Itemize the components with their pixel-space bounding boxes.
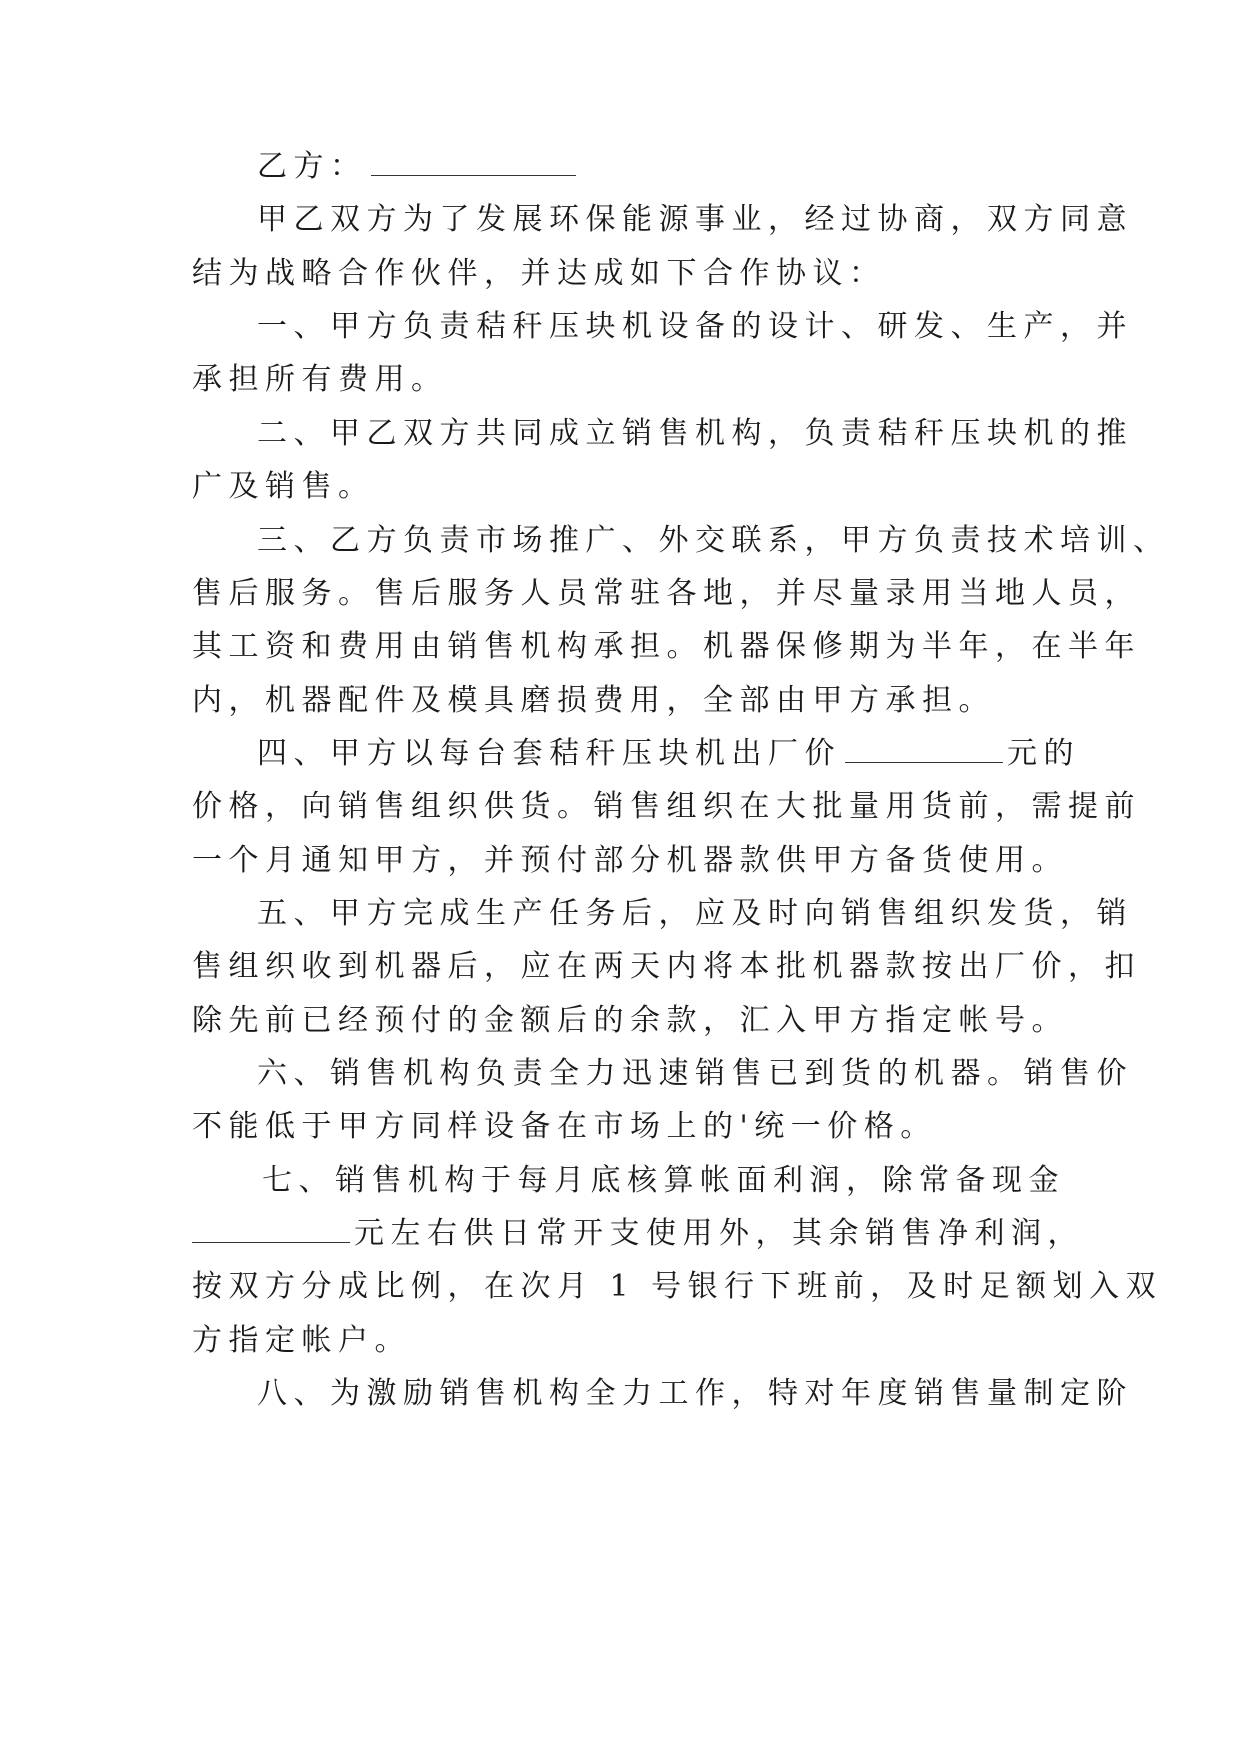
clause-4-line: 价格，向销售组织供货。销售组织在大批量用货前，需提前 [192, 789, 1141, 824]
reserve-cash-blank [192, 1214, 350, 1243]
clause-4-text-b: 元的 [1007, 736, 1080, 771]
clause-2-line: 二、甲乙双方共同成立销售机构，负责秸秆压块机的推 [257, 416, 1133, 451]
clause-3-line: 三、乙方负责市场推广、外交联系，甲方负责技术培训、 [257, 523, 1170, 558]
clause-8-line: 八、为激励销售机构全力工作，特对年度销售量制定阶 [257, 1376, 1133, 1411]
clause-5-line: 售组织收到机器后，应在两天内将本批机器款按出厂价，扣 [192, 949, 1141, 984]
paragraph-line: 结为战略合作伙伴，并达成如下合作协议： [192, 256, 886, 291]
party-b-line [257, 147, 1072, 187]
clause-4-text-a: 四、甲方以每台套秸秆压块机出厂价 [257, 736, 841, 771]
clause-1-line: 一、甲方负责秸秆压块机设备的设计、研发、生产，并 [257, 309, 1133, 344]
party-b-label: 乙方： [257, 149, 367, 184]
clause-7-text: 元左右供日常开支使用外，其余销售净利润， [354, 1216, 1084, 1251]
clause-4-line [257, 734, 1080, 774]
clause-6-line: 不能低于甲方同样设备在市场上的'统一价格。 [192, 1109, 937, 1144]
clause-1-line: 承担所有费用。 [192, 362, 448, 397]
clause-7-line: 方指定帐户。 [192, 1323, 411, 1358]
party-b-blank [371, 147, 576, 176]
clause-5-line: 五、甲方完成生产任务后，应及时向销售组织发货，销 [257, 896, 1133, 931]
clause-2-line: 广及销售。 [192, 469, 375, 504]
clause-7-line [192, 1214, 1084, 1254]
clause-7-line: 按双方分成比例，在次月 1 号银行下班前，及时足额划入双 [192, 1269, 1163, 1304]
clause-6-line: 六、销售机构负责全力迅速销售已到货的机器。销售价 [257, 1056, 1133, 1091]
clause-4-line: 一个月通知甲方，并预付部分机器款供甲方备货使用。 [192, 843, 1068, 878]
clause-3-line: 内，机器配件及模具磨损费用，全部由甲方承担。 [192, 683, 995, 718]
clause-3-line: 其工资和费用由销售机构承担。机器保修期为半年，在半年 [192, 629, 1141, 664]
paragraph-line: 甲乙双方为了发展环保能源事业，经过协商，双方同意 [257, 202, 1133, 237]
clause-5-line: 除先前已经预付的金额后的余款，汇入甲方指定帐号。 [192, 1003, 1068, 1038]
factory-price-blank [845, 734, 1003, 763]
clause-7-line: 七、销售机构于每月底核算帐面利润，除常备现金 [262, 1163, 1065, 1198]
clause-3-line: 售后服务。售后服务人员常驻各地，并尽量录用当地人员， [192, 576, 1141, 611]
